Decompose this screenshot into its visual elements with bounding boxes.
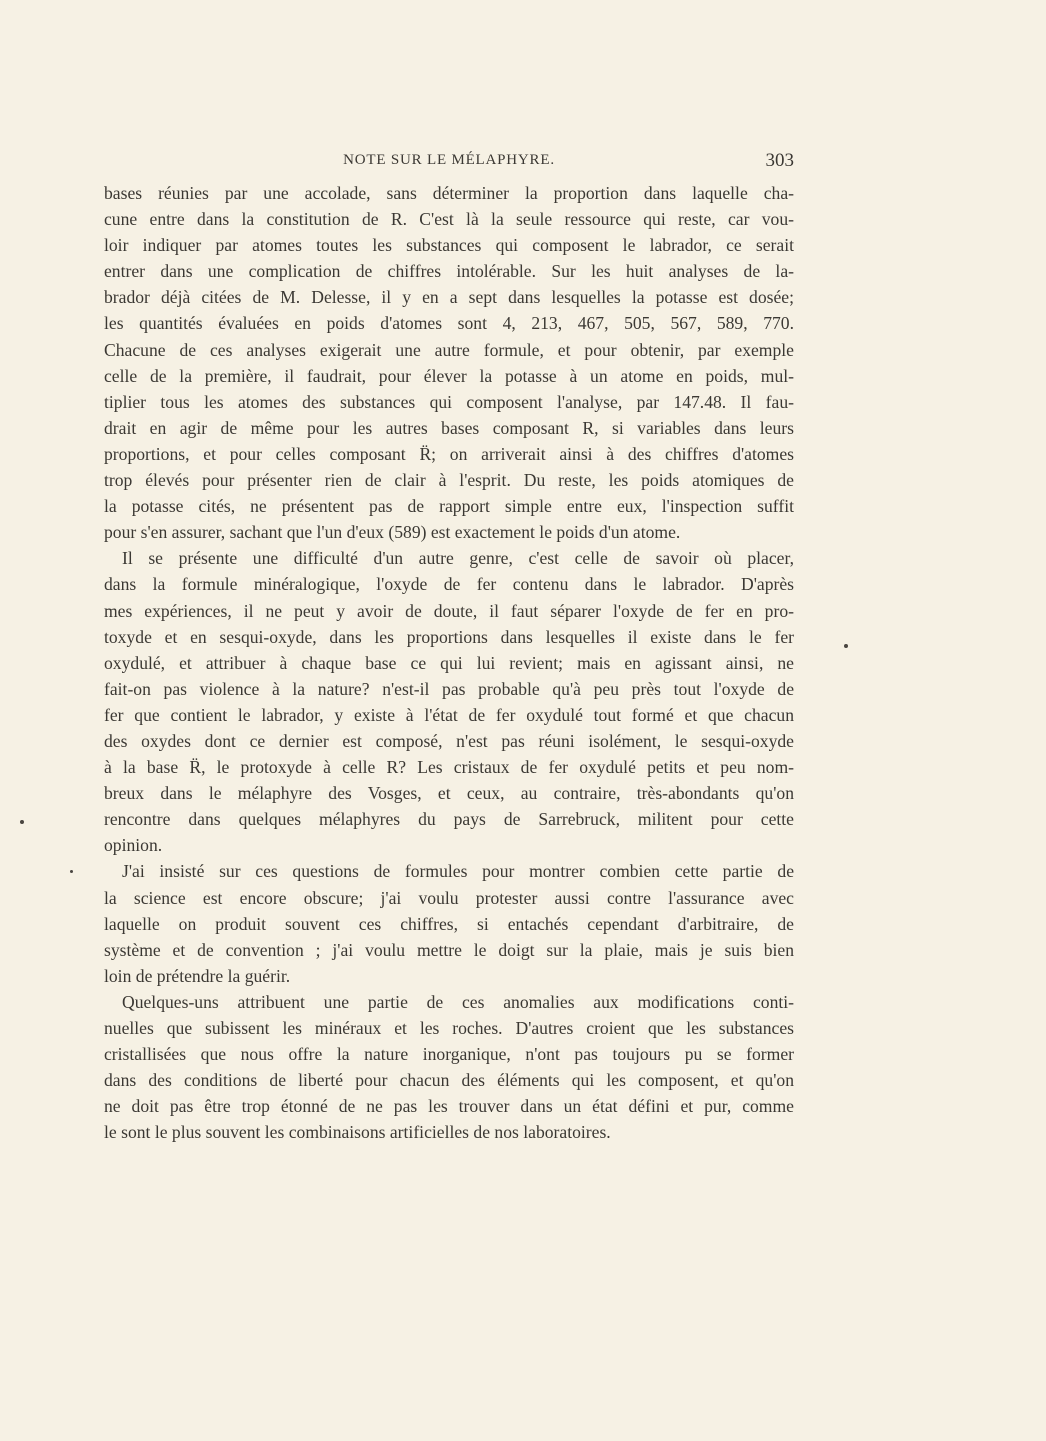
text-line: breux dans le mélaphyre des Vosges, et ceux, au contraire, très-abondants qu'on: [104, 783, 794, 804]
text-line: dans des conditions de liberté pour chacun des éléments qui les composent, et qu'on: [104, 1070, 794, 1091]
text-line: cune entre dans la constitution de R. C'est là la seule ressource qui reste, car vou-: [104, 209, 794, 230]
text-line: nuelles que subissent les minéraux et les roches. D'autres croient que les substances: [104, 1018, 794, 1038]
text-line: Chacune de ces analyses exigerait une autre formule, et pour obtenir, par exemple: [104, 339, 794, 360]
text-line: proportions, et pour celles composant R̈; on arriverait ainsi à des chiffres d'atomes: [104, 443, 794, 464]
text-line: Il se présente une difficulté d'un autre genre, c'est celle de savoir où placer,: [122, 548, 794, 569]
text-line: bases réunies par une accolade, sans déterminer la proportion dans laquelle cha-: [104, 183, 794, 203]
text-line: fait-on pas violence à la nature? n'est-il pas probable qu'à peu près tout l'oxyde de: [104, 678, 794, 699]
text-line: entrer dans une complication de chiffres intolérable. Sur les huit analyses de la-: [104, 261, 794, 282]
text-line: laquelle on produit souvent ces chiffres, si entachés cependant d'arbitraire, de: [104, 913, 794, 934]
body-text: [104, 180, 794, 1145]
text-line: tiplier tous les atomes des substances qui composent l'analyse, par 147.48. Il fau-: [104, 391, 794, 412]
text-line: rencontre dans quelques mélaphyres du pays de Sarrebruck, militent pour cette: [104, 809, 794, 830]
text-line: fer que contient le labrador, y existe à l'état de fer oxydulé tout formé et que chacun: [104, 704, 794, 725]
text-line: trop élevés pour présenter rien de clair à l'esprit. Du reste, les poids atomiques de: [104, 470, 794, 491]
running-head: [104, 150, 794, 174]
text-line: des oxydes dont ce dernier est composé, n'est pas réuni isolément, le sesqui-oxyde: [104, 730, 794, 751]
text-line: opinion.: [104, 835, 163, 856]
text-line: à la base R̈, le protoxyde à celle R? Les cristaux de fer oxydulé petits et peu nom-: [104, 757, 794, 778]
text-line: la potasse cités, ne présentent pas de rapport simple entre eux, l'inspection suffit: [104, 496, 794, 517]
text-line: J'ai insisté sur ces questions de formules pour montrer combien cette partie de: [122, 861, 794, 882]
ink-speck: [844, 644, 848, 648]
text-line: brador déjà citées de M. Delesse, il y en a sept dans lesquelles la potasse est dosée;: [104, 287, 794, 308]
text-line: cristallisées que nous offre la nature inorganique, n'ont pas toujours pu se former: [104, 1044, 794, 1065]
text-line: ne doit pas être trop étonné de ne pas les trouver dans un état défini et pur, comme: [104, 1096, 794, 1117]
running-title: NOTE SUR LE MÉLAPHYRE.: [343, 152, 555, 168]
text-line: oxydulé, et attribuer à chaque base ce qui lui revient; mais en agissant ainsi, ne: [104, 652, 794, 673]
text-line: Quelques-uns attribuent une partie de ces anomalies aux modifications conti-: [122, 991, 794, 1012]
text-line: le sont le plus souvent les combinaisons artificielles de nos laboratoires.: [104, 1122, 611, 1143]
text-line: la science est encore obscure; j'ai voulu protester aussi contre l'assurance avec: [104, 887, 794, 908]
text-line: mes expériences, il ne peut y avoir de doute, il faut séparer l'oxyde de fer en pro-: [104, 600, 794, 621]
ink-speck: [70, 870, 73, 873]
text-line: drait en agir de même pour les autres bases composant R, si variables dans leurs: [104, 417, 794, 438]
ink-speck: [20, 820, 24, 824]
text-line: pour s'en assurer, sachant que l'un d'eux (589) est exactement le poids d'un atome.: [104, 522, 681, 543]
page-number: 303: [765, 150, 794, 171]
text-line: toxyde et en sesqui-oxyde, dans les proportions dans lesquelles il existe dans le fer: [104, 626, 794, 647]
text-line: dans la formule minéralogique, l'oxyde de fer contenu dans le labrador. D'après: [104, 574, 794, 595]
text-line: loin de prétendre la guérir.: [104, 965, 291, 986]
text-line: système et de convention ; j'ai voulu mettre le doigt sur la plaie, mais je suis bien: [104, 939, 794, 960]
text-line: les quantités évaluées en poids d'atomes sont 4, 213, 467, 505, 567, 589, 770.: [104, 313, 794, 334]
text-line: celle de la première, il faudrait, pour élever la potasse à un atome en poids, mul-: [104, 365, 794, 386]
text-line: loir indiquer par atomes toutes les substances qui composent le labrador, ce serait: [104, 235, 794, 256]
